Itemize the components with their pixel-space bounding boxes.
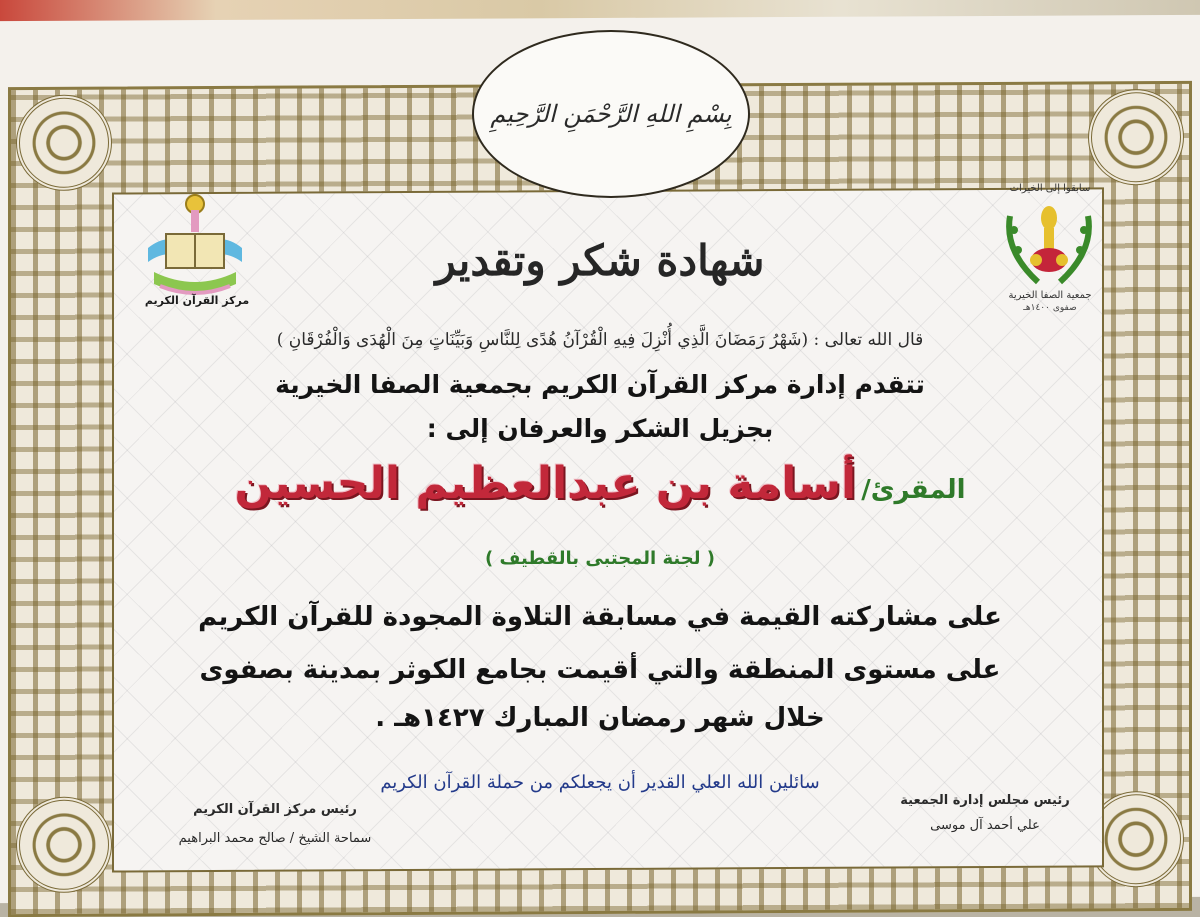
gratitude-line: بجزيل الشكر والعرفان إلى : — [426, 414, 774, 443]
recipient-title: المقرئ/ — [861, 475, 966, 505]
logo-motto: سابقوا إلى الخيرات — [1009, 183, 1091, 194]
reason-line-3: خلال شهر رمضان المبارك ١٤٢٧هـ . — [375, 703, 825, 733]
logo-organization-name: جمعية الصفا الخيرية — [1008, 290, 1092, 301]
basmala-cartouche — [472, 30, 750, 198]
certificate-inner-panel — [112, 187, 1104, 872]
corner-rosette — [16, 797, 112, 894]
logo-established: صفوى ١٤٠٠هـ — [1023, 303, 1077, 313]
recipient-name: أسامة بن عبدالعظيم الحسين — [234, 458, 857, 509]
signature-name: علي أحمد آل موسى — [930, 818, 1040, 833]
quran-verse: قال الله تعالى : (شَهْرُ رَمَضَانَ الَّذِي أُنْزِلَ فِيهِ الْقُرْآنُ هُدًى لِلنَّاسِ وَبَيِّنَاتٍ مِنَ الْهُدَى وَالْفُرْقَانِ ) — [276, 330, 924, 350]
reason-line-1: على مشاركته القيمة في مسابقة التلاوة المجودة للقرآن الكريم — [198, 602, 1002, 632]
signature-title: رئيس مجلس إدارة الجمعية — [900, 793, 1070, 808]
corner-rosette — [16, 95, 112, 192]
reason-line-2: على مستوى المنطقة والتي أقيمت بجامع الكوثر بمدينة بصفوى — [199, 655, 1001, 685]
presenter-line: تتقدم إدارة مركز القرآن الكريم بجمعية الصفا الخيرية — [275, 370, 925, 399]
certificate-title: شهادة شكر وتقدير — [435, 236, 765, 285]
basmala-text: بِسْمِ اللهِ الرَّحْمَنِ الرَّحِيمِ — [490, 100, 732, 128]
signature-title: رئيس مركز القرآن الكريم — [193, 802, 357, 817]
committee-name: ( لجنة المجتبى بالقطيف ) — [485, 548, 715, 569]
logo-caption: مركز القرآن الكريم — [144, 294, 250, 307]
closing-prayer: سائلين الله العلي القدير أن يجعلكم من حملة القرآن الكريم — [380, 772, 820, 793]
recipient — [150, 458, 1050, 509]
signature-left — [145, 802, 405, 846]
signature-right — [890, 793, 1080, 833]
signature-name: سماحة الشيخ / صالح محمد البراهيم — [178, 831, 372, 846]
corner-rosette — [1088, 89, 1184, 186]
